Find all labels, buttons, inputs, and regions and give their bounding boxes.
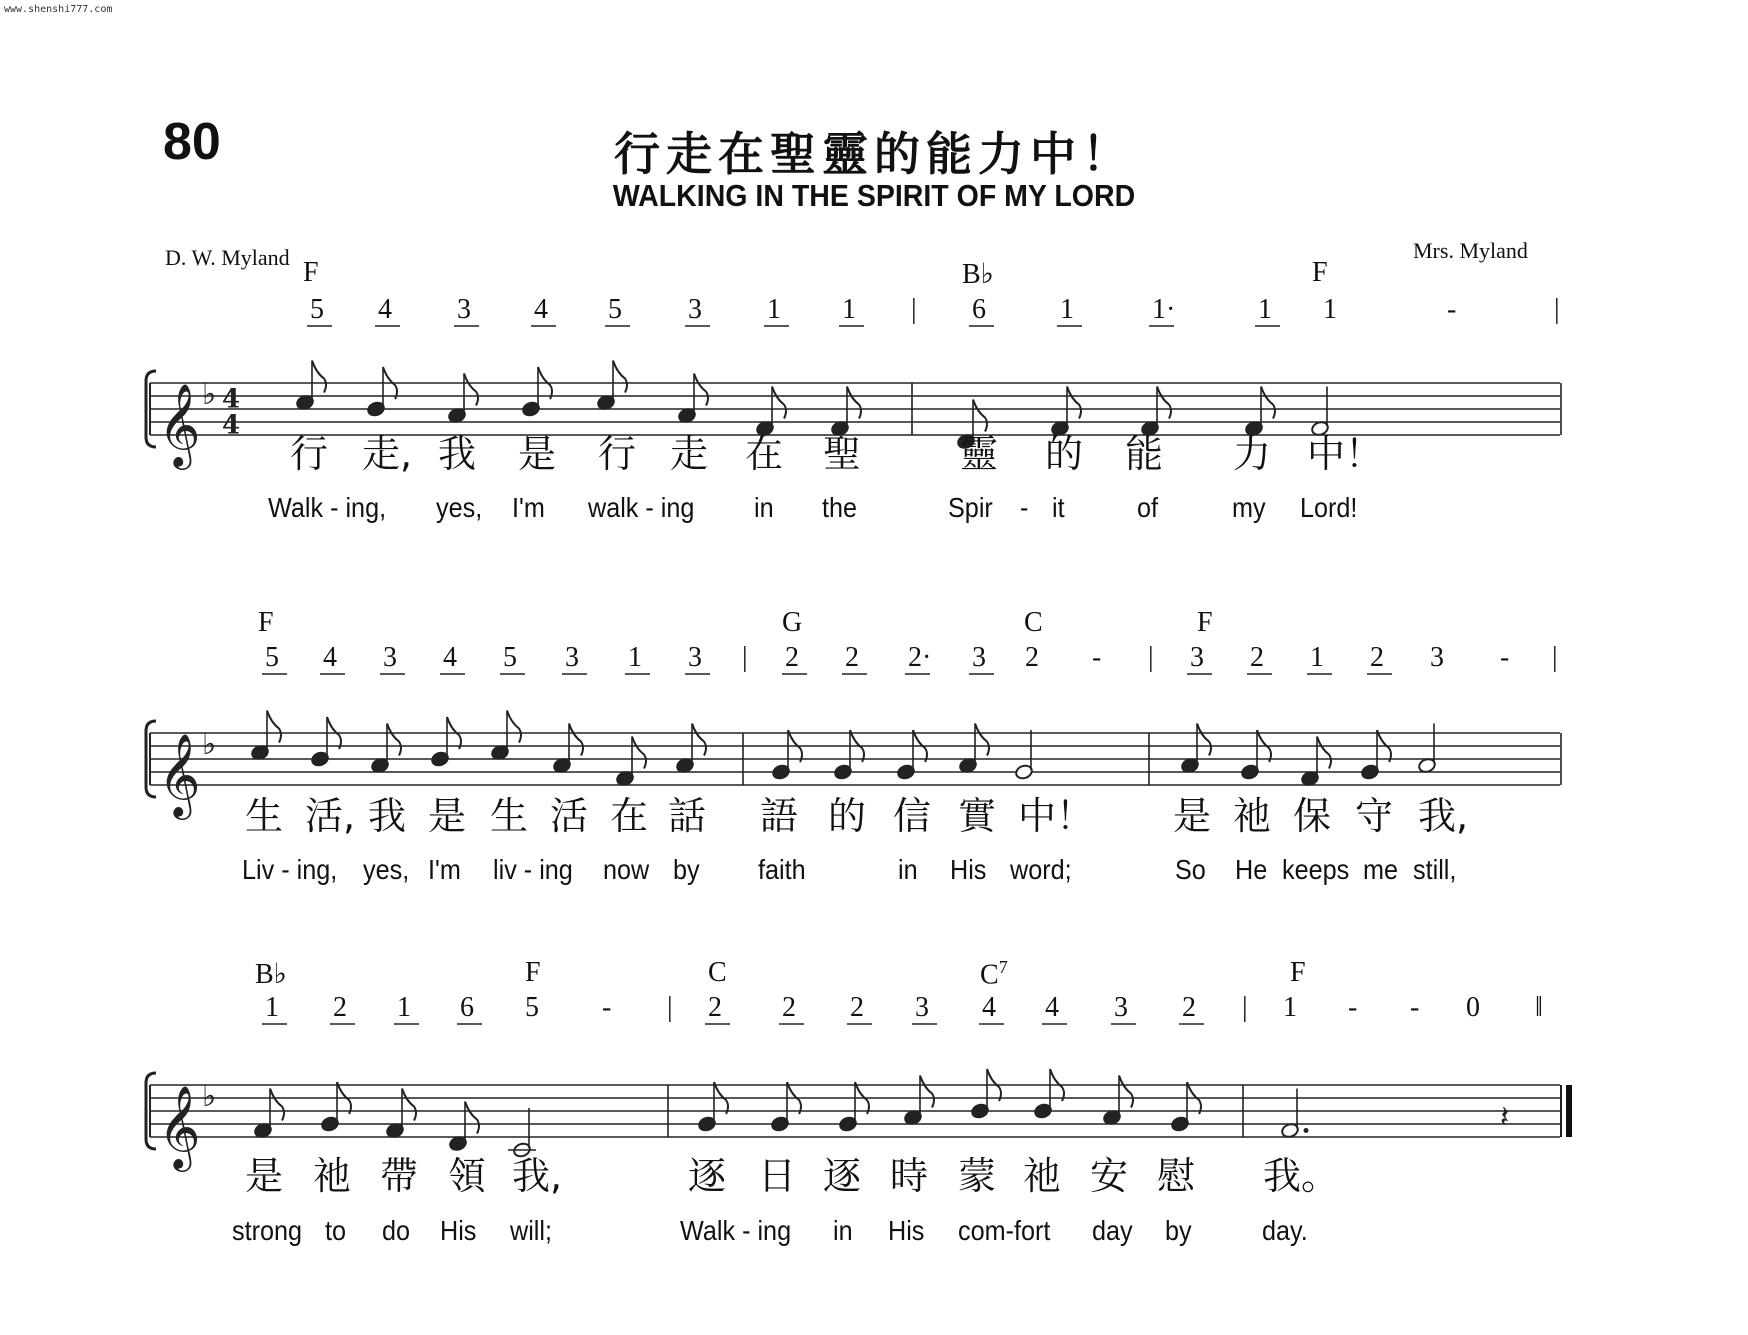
jianpu-number: 1 xyxy=(1258,294,1272,325)
note xyxy=(1417,724,1436,774)
flat-key-icon: ♭ xyxy=(202,376,217,412)
jianpu-number: 1 xyxy=(1283,992,1297,1023)
jianpu-number: | xyxy=(1148,642,1154,673)
note xyxy=(1170,1082,1201,1132)
note xyxy=(596,361,627,411)
note xyxy=(552,724,583,774)
jianpu-number: - xyxy=(602,992,612,1023)
jianpu-number: 2 xyxy=(782,992,796,1023)
lyric-chinese: 生 xyxy=(490,794,529,838)
lyric-chinese: 中！ xyxy=(1307,432,1384,476)
chord-symbol: F xyxy=(303,257,319,288)
lyric-english: Walk - ing, xyxy=(268,492,387,523)
note xyxy=(385,1089,416,1139)
lyric-chinese: 帶 xyxy=(380,1154,419,1198)
lyric-chinese: 祂 xyxy=(313,1154,352,1198)
chord-symbol: F xyxy=(1312,257,1328,288)
lyric-english: His xyxy=(888,1215,925,1246)
lyric-chinese: 行 xyxy=(290,432,329,476)
lyric-english: I'm xyxy=(512,492,545,523)
jianpu-number: 1 xyxy=(1323,294,1337,325)
jianpu-number: 2 xyxy=(850,992,864,1023)
watermark-url: www.shenshi777.com xyxy=(4,4,113,15)
lyric-english: I'm xyxy=(428,854,461,885)
note xyxy=(677,374,708,424)
jianpu-number: 4 xyxy=(323,642,337,673)
lyric-english: His xyxy=(950,854,987,885)
note xyxy=(675,724,706,774)
treble-clef-icon: 𝄞 xyxy=(158,382,201,466)
jianpu-number: 3 xyxy=(915,992,929,1023)
lyric-english: by xyxy=(1165,1215,1192,1246)
lyric-english: Walk - ing xyxy=(680,1215,792,1246)
jianpu-number: - xyxy=(1447,294,1457,325)
jianpu-number: 3 xyxy=(565,642,579,673)
lyric-english: com-fort xyxy=(958,1215,1051,1246)
jianpu-number: 5 xyxy=(608,294,622,325)
lyric-english: to xyxy=(325,1215,347,1246)
note xyxy=(430,717,461,767)
jianpu-number: 4 xyxy=(1045,992,1059,1023)
lyric-chinese: 的 xyxy=(1045,432,1084,476)
lyric-chinese: 靈 xyxy=(960,432,999,476)
note xyxy=(1360,730,1391,780)
lyric-chinese: 在 xyxy=(610,794,649,838)
quarter-rest-icon: 𝄽 xyxy=(1500,1100,1510,1135)
note xyxy=(1102,1076,1133,1126)
note xyxy=(838,1082,869,1132)
lyric-chinese: 話 xyxy=(668,794,707,838)
lyric-english: strong xyxy=(232,1215,303,1246)
lyric-english: He xyxy=(1235,854,1268,885)
lyric-chinese: 是 xyxy=(245,1154,284,1198)
jianpu-number: | xyxy=(742,642,748,673)
note xyxy=(833,730,864,780)
jianpu-number: 2 xyxy=(1025,642,1039,673)
lyric-chinese: 祂 xyxy=(1023,1154,1062,1198)
jianpu-number: 4 xyxy=(534,294,548,325)
treble-clef-icon: 𝄞 xyxy=(158,1084,201,1168)
lyric-chinese: 我, xyxy=(1418,794,1469,838)
lyric-chinese: 是 xyxy=(428,794,467,838)
chord-symbol: F xyxy=(258,607,274,638)
lyric-chinese: 實 xyxy=(958,794,997,838)
lyric-chinese: 是 xyxy=(1173,794,1212,838)
note xyxy=(697,1082,728,1132)
note xyxy=(295,361,326,411)
note xyxy=(366,367,397,417)
lyric-chinese: 安 xyxy=(1090,1154,1129,1198)
lyric-chinese: 聖 xyxy=(823,432,862,476)
lyric-english: it xyxy=(1052,492,1065,523)
note xyxy=(1240,730,1271,780)
note xyxy=(250,711,281,761)
lyric-english: day. xyxy=(1262,1215,1308,1246)
flat-key-icon: ♭ xyxy=(202,726,217,762)
jianpu-number: 2 xyxy=(785,642,799,673)
jianpu-number: 5 xyxy=(310,294,324,325)
lyric-english: - xyxy=(1020,492,1029,523)
lyric-english: So xyxy=(1175,854,1206,885)
lyric-chinese: 的 xyxy=(828,794,867,838)
jianpu-number: | xyxy=(1242,992,1248,1023)
jianpu-number: 2 xyxy=(845,642,859,673)
jianpu-number: 3 xyxy=(1114,992,1128,1023)
lyric-chinese: 能 xyxy=(1125,432,1164,476)
jianpu-number: 2· xyxy=(908,642,932,673)
flat-key-icon: ♭ xyxy=(202,1078,217,1114)
jianpu-number: 6 xyxy=(460,992,474,1023)
lyric-chinese: 蒙 xyxy=(958,1154,997,1198)
note xyxy=(970,1069,1001,1119)
jianpu-number: 4 xyxy=(443,642,457,673)
jianpu-number: 5 xyxy=(525,992,539,1023)
lyric-english: liv - ing xyxy=(493,854,573,885)
lyric-chinese: 慰 xyxy=(1157,1154,1196,1198)
lyric-chinese: 領 xyxy=(448,1154,487,1198)
jianpu-number: 2 xyxy=(1370,642,1384,673)
lyric-chinese: 生 xyxy=(245,794,284,838)
note xyxy=(1014,730,1033,780)
lyric-english: word; xyxy=(1010,854,1072,885)
chord-symbol: G xyxy=(782,607,803,638)
lyric-chinese: 時 xyxy=(890,1154,929,1198)
jianpu-number: - xyxy=(1500,642,1510,673)
time-signature: 4 xyxy=(222,384,241,415)
jianpu-number: 2 xyxy=(1250,642,1264,673)
note xyxy=(958,724,989,774)
lyric-chinese: 走, xyxy=(362,432,413,476)
lyric-english: His xyxy=(440,1215,477,1246)
time-signature: 4 xyxy=(222,410,241,441)
music-credit: Mrs. Myland xyxy=(1413,238,1528,263)
jianpu-number: | xyxy=(911,294,917,325)
note xyxy=(615,737,646,787)
lyric-english: in xyxy=(833,1215,853,1246)
jianpu-number: 3 xyxy=(1430,642,1444,673)
jianpu-number: - xyxy=(1410,992,1420,1023)
hymn-number: 80 xyxy=(163,113,221,171)
lyric-english: will; xyxy=(510,1215,553,1246)
note xyxy=(320,1082,351,1132)
lyric-english: the xyxy=(822,492,858,523)
lyric-english: in xyxy=(754,492,774,523)
lyric-chinese: 在 xyxy=(745,432,784,476)
note xyxy=(1280,1089,1308,1139)
jianpu-number: 2 xyxy=(333,992,347,1023)
note xyxy=(770,1082,801,1132)
note xyxy=(1033,1069,1064,1119)
jianpu-number: | xyxy=(667,992,673,1023)
jianpu-number: 3 xyxy=(688,294,702,325)
jianpu-number: 3 xyxy=(688,642,702,673)
chord-symbol: $C^7$ xyxy=(980,957,1008,991)
lyric-chinese: 力 xyxy=(1233,432,1272,476)
lyric-chinese: 是 xyxy=(518,432,557,476)
lyric-chinese: 守 xyxy=(1355,794,1394,838)
jianpu-number: 1 xyxy=(767,294,781,325)
lyric-chinese: 走 xyxy=(670,432,709,476)
note xyxy=(253,1089,284,1139)
jianpu-number: 3 xyxy=(1190,642,1204,673)
lyric-english: day xyxy=(1092,1215,1133,1246)
title-chinese: 行走在聖靈的能力中！ xyxy=(614,127,1134,181)
jianpu-number: ‖ xyxy=(1535,992,1543,1023)
lyric-chinese: 我 xyxy=(368,794,407,838)
lyric-english: of xyxy=(1137,492,1159,523)
lyric-chinese: 保 xyxy=(1293,794,1332,838)
jianpu-number: 3 xyxy=(383,642,397,673)
jianpu-number: - xyxy=(1092,642,1102,673)
lyric-chinese: 我。 xyxy=(1263,1154,1340,1198)
note xyxy=(771,730,802,780)
jianpu-number: 3 xyxy=(972,642,986,673)
note xyxy=(896,730,927,780)
note xyxy=(903,1076,934,1126)
chord-symbol: B♭ xyxy=(962,259,994,290)
lyric-chinese: 逐 xyxy=(823,1154,862,1198)
lyric-english: yes, xyxy=(363,854,410,885)
lyric-english: now xyxy=(603,854,650,885)
jianpu-number: 3 xyxy=(457,294,471,325)
chord-symbol: F xyxy=(1290,957,1306,988)
lyric-chinese: 逐 xyxy=(688,1154,727,1198)
jianpu-number: 1· xyxy=(1152,294,1176,325)
note xyxy=(1300,737,1331,787)
lyric-chinese: 行 xyxy=(598,432,637,476)
lyric-english: faith xyxy=(758,854,806,885)
jianpu-number: 2 xyxy=(1182,992,1196,1023)
lyric-english: still, xyxy=(1413,854,1457,885)
treble-clef-icon: 𝄞 xyxy=(158,732,201,816)
chord-superscript: 7 xyxy=(998,957,1008,977)
jianpu-number: 5 xyxy=(265,642,279,673)
lyric-english: me xyxy=(1363,854,1399,885)
title-english: WALKING IN THE SPIRIT OF MY LORD xyxy=(612,178,1136,213)
chord-symbol: F xyxy=(1197,607,1213,638)
lyric-english: my xyxy=(1232,492,1266,523)
lyric-chinese: 祂 xyxy=(1233,794,1272,838)
jianpu-number: 1 xyxy=(397,992,411,1023)
note xyxy=(1180,724,1211,774)
lyric-english: Spir xyxy=(948,492,993,523)
chord-symbol: B♭ xyxy=(255,959,287,990)
lyric-english: Liv - ing, xyxy=(242,854,338,885)
chord-symbol: F xyxy=(525,957,541,988)
jianpu-number: 1 xyxy=(1310,642,1324,673)
words-credit: D. W. Myland xyxy=(165,245,290,270)
lyric-english: in xyxy=(898,854,918,885)
lyric-english: walk - ing xyxy=(588,492,695,523)
jianpu-number: - xyxy=(1348,992,1358,1023)
lyric-chinese: 日 xyxy=(758,1154,797,1198)
jianpu-number: | xyxy=(1552,642,1558,673)
note xyxy=(447,374,478,424)
jianpu-number: 1 xyxy=(628,642,642,673)
jianpu-number: 4 xyxy=(378,294,392,325)
lyric-english: Lord! xyxy=(1300,492,1358,523)
jianpu-number: 2 xyxy=(708,992,722,1023)
lyric-chinese: 我 xyxy=(438,432,477,476)
note xyxy=(490,711,521,761)
jianpu-number: 5 xyxy=(503,642,517,673)
lyric-chinese: 中！ xyxy=(1018,794,1095,838)
jianpu-number: 4 xyxy=(982,992,996,1023)
chord-symbol: C xyxy=(708,957,727,988)
note xyxy=(521,367,552,417)
lyric-english: yes, xyxy=(436,492,483,523)
note xyxy=(310,717,341,767)
lyric-chinese: 信 xyxy=(893,794,932,838)
note xyxy=(370,724,401,774)
lyric-english: do xyxy=(382,1215,411,1246)
lyric-chinese: 語 xyxy=(760,794,799,838)
lyric-chinese: 活 xyxy=(550,794,589,838)
jianpu-number: 1 xyxy=(265,992,279,1023)
chord-symbol: C xyxy=(1024,607,1043,638)
lyric-chinese: 活, xyxy=(305,794,356,838)
jianpu-number: 1 xyxy=(842,294,856,325)
jianpu-number: | xyxy=(1554,294,1560,325)
jianpu-number: 6 xyxy=(972,294,986,325)
jianpu-number: 0 xyxy=(1466,992,1480,1023)
lyric-chinese: 我, xyxy=(512,1154,563,1198)
lyric-english: keeps xyxy=(1282,854,1350,885)
jianpu-number: 1 xyxy=(1060,294,1074,325)
lyric-english: by xyxy=(673,854,700,885)
